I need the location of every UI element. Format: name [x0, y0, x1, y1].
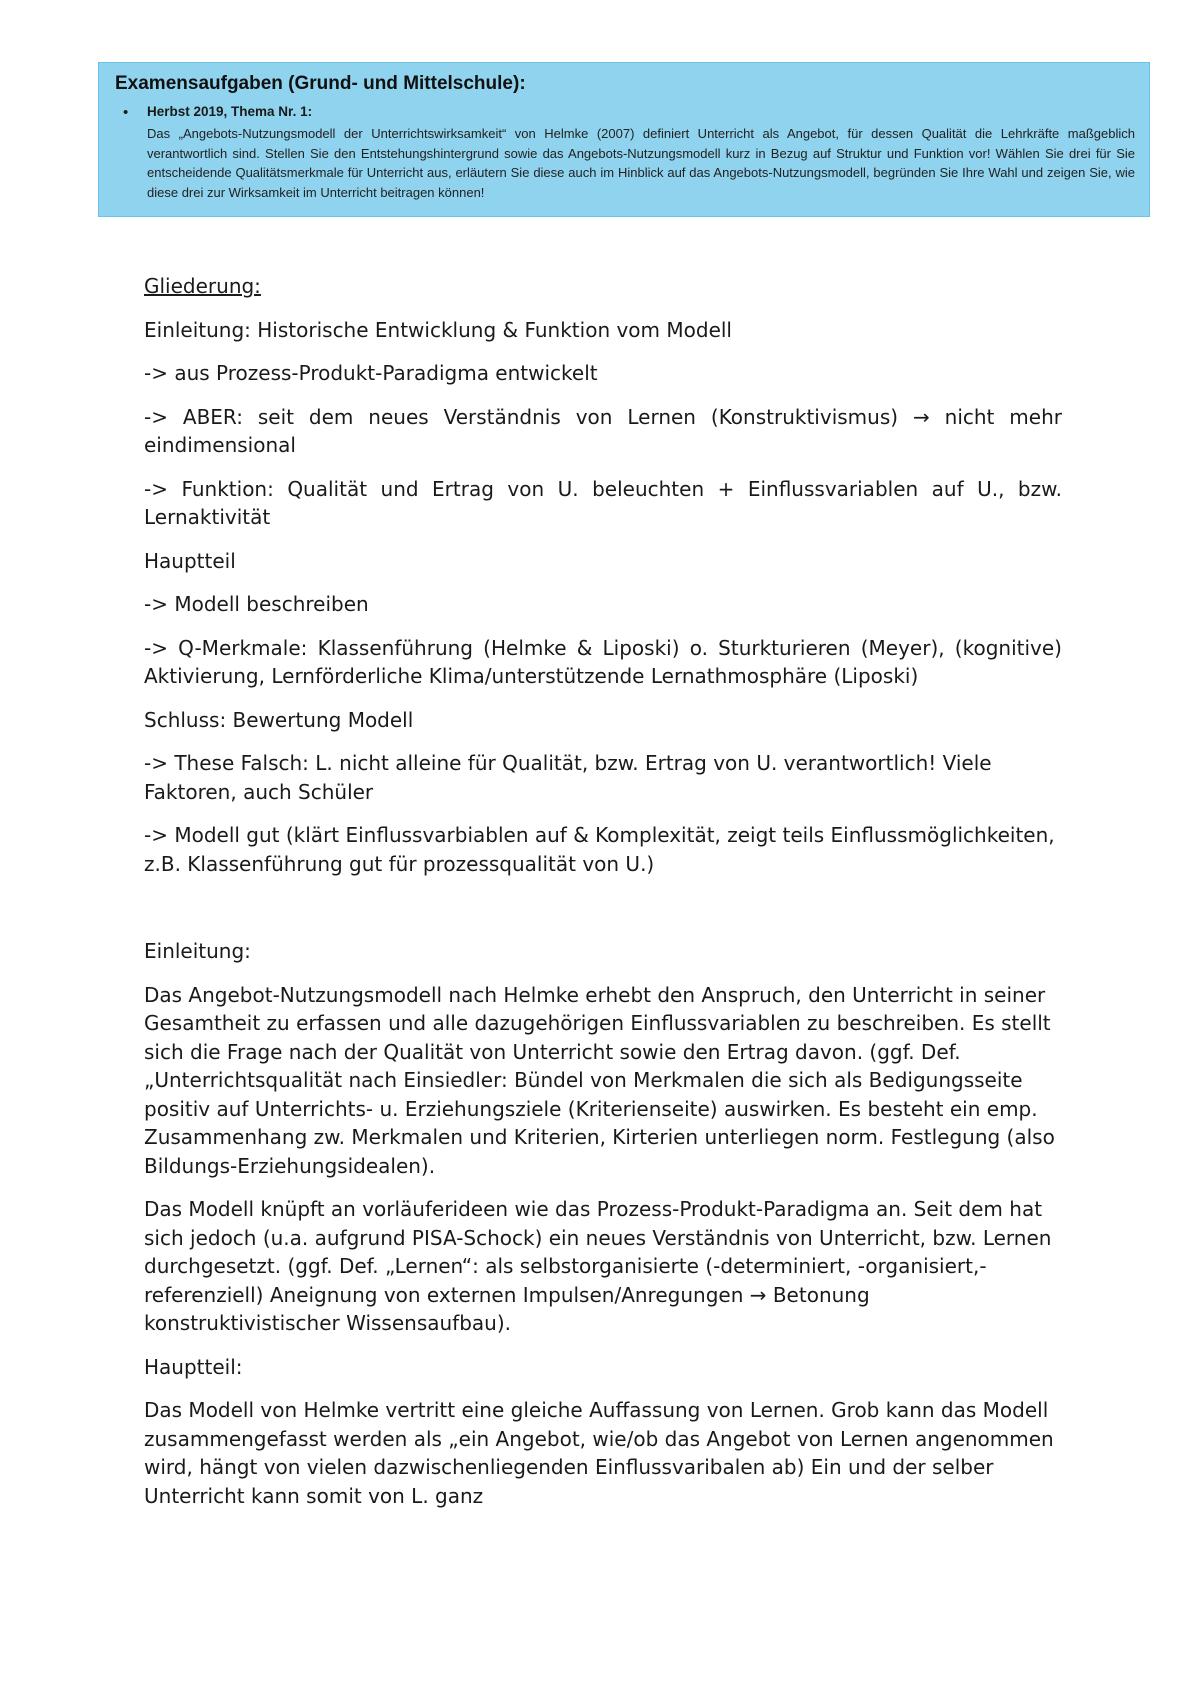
exam-task-heading: Examensaufgaben (Grund- und Mittelschule): — [115, 73, 526, 94]
essay-paragraph: Das Modell von Helmke vertritt eine gleiche Auffassung von Lernen. Grob kann das Modell zusammengefasst werden als „ein Angebot, wie/ob das Angebot von Lernen angenommen wird, hängt von vielen dazwischenliegenden Einflussvaribalen ab) Ein und der selber Unterricht kann somit von L. ganz — [144, 1398, 1054, 1508]
exam-task-box — [98, 62, 1150, 217]
document-body — [144, 272, 1062, 1525]
outline-intro-point: -> ABER: seit dem neues Verständnis von Lernen (Konstruktivismus) → nicht mehr eindimensional — [144, 404, 1062, 457]
exam-task-subheading: Herbst 2019, Thema Nr. 1: — [147, 104, 313, 119]
exam-task-item — [113, 103, 1135, 202]
exam-task-text: Das „Angebots-Nutzungsmodell der Unterrichtswirksamkeit“ von Helmke (2007) definiert Unterricht als Angebot, für dessen Qualität die Lehrkräfte maßgeblich verantwortlich sind. Stellen Sie den Entstehungshintergrund sowie das Angebots-Nutzungsmodell kurz in Bezug auf Struktur und Funktion vor! Wählen Sie drei für Sie entscheidende Qualitätsmerkmale für Unterricht aus, erläutern Sie diese auch im Hinblick auf das Angebots-Nutzungsmodell, begründen Sie Ihre Wahl und zeigen Sie, wie diese drei zur Wirksamkeit im Unterricht beitragen können! — [147, 126, 1135, 200]
outline-intro-heading: Einleitung: Historische Entwicklung & Funktion vom Modell — [144, 317, 732, 342]
essay-intro-heading: Einleitung: — [144, 939, 251, 963]
essay-main-heading: Hauptteil: — [144, 1354, 243, 1379]
outline-conclusion-point: -> These Falsch: L. nicht alleine für Qualität, bzw. Ertrag von U. verantwortlich! Viele Faktoren, auch Schüler — [144, 751, 992, 804]
outline-main-point: -> Modell beschreiben — [144, 592, 369, 616]
outline-intro-point: -> aus Prozess-Produkt-Paradigma entwickelt — [144, 361, 598, 385]
outline-main-heading: Hauptteil — [144, 548, 236, 573]
exam-task-content — [147, 103, 1135, 202]
essay-paragraph: Das Angebot-Nutzungsmodell nach Helmke erhebt den Anspruch, den Unterricht in seiner Gesamtheit zu erfassen und alle dazugehörigen Einflussvariablen zu beschreiben. Es stellt sich die Frage nach der Qualität von Unterricht sowie den Ertrag davon. (ggf. Def. „Unterrichtsqualität nach Einsiedler: Bündel von Merkmalen die sich als Bedigungsseite positiv auf Unterrichts- u. Erziehungsziele (Kriterienseite) auswirken. Es besteht ein emp. Zusammenhang zw. Merkmalen und Kriterien, Kirterien unterliegen norm. Festlegung (also Bildungs-Erziehungsidealen). — [144, 982, 1055, 1178]
essay-paragraph: Das Modell knüpft an vorläuferideen wie das Prozess-Produkt-Paradigma an. Seit dem hat sich jedoch (u.a. aufgrund PISA-Schock) ein neues Verständnis von Unterricht, bzw. Lernen durchgesetzt. (ggf. Def. „Lernen“: als selbstorganisierte (-determiniert, -organisiert,-referenziell) Aneignung von externen Impulsen/Anregungen → Betonung konstruktivistischer Wissensaufbau). — [144, 1197, 1052, 1335]
outline-intro-point: -> Funktion: Qualität und Ertrag von U. beleuchten + Einflussvariablen auf U., bzw. Lernaktivität — [144, 476, 1062, 529]
bullet-icon: • — [123, 104, 129, 121]
outline-conclusion-heading: Schluss: Bewertung Modell — [144, 707, 414, 732]
section-spacer — [144, 893, 1062, 937]
outline-main-point: -> Q-Merkmale: Klassenführung (Helmke & Liposki) o. Sturkturieren (Meyer), (kognitive) Aktivierung, Lernförderliche Klima/unterstützende Lernathmosphäre (Liposki) — [144, 635, 1062, 688]
outline-conclusion-point: -> Modell gut (klärt Einflussvarbiablen auf & Komplexität, zeigt teils Einflussmöglichkeiten, z.B. Klassenführung gut für prozessqualität von U.) — [144, 823, 1055, 876]
outline-title: Gliederung: — [144, 274, 261, 298]
